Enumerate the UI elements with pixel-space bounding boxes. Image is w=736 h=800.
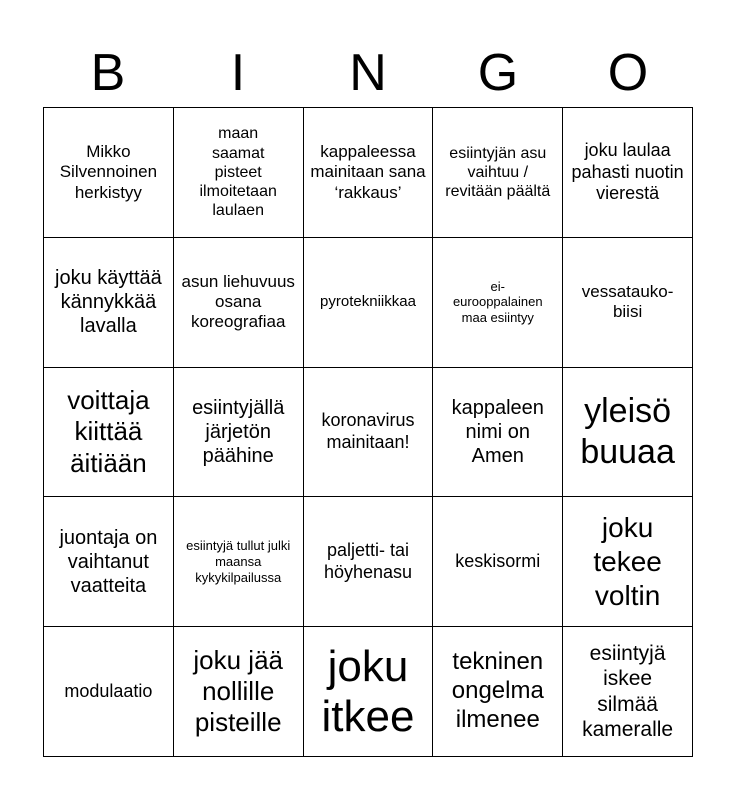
bingo-cell-r1c2[interactable] [174, 108, 304, 238]
bingo-cell-r5c5[interactable] [563, 627, 693, 757]
bingo-cell-text: esiintyjän asu vaihtuu / revitään päältä [445, 144, 551, 200]
bingo-cell-r5c4[interactable] [433, 627, 563, 757]
bingo-cell-r1c5[interactable] [563, 108, 693, 238]
bingo-cell-r2c5[interactable] [563, 238, 693, 368]
header-letter-n: N [349, 44, 387, 102]
bingo-cell-text: kappaleen nimi on Amen [451, 396, 544, 467]
bingo-cell-text: esiintyjällä järjetön päähine [192, 396, 285, 467]
bingo-cell-text: koronavirus mainitaan! [321, 410, 415, 452]
bingo-cell-text: juontaja on vaihtanut vaatteita [59, 526, 158, 597]
header-letter-o: O [607, 44, 649, 102]
bingo-cell-text: kappaleessa mainitaan sana ‘rakkaus’ [310, 141, 426, 202]
bingo-cell-r1c3[interactable] [304, 108, 434, 238]
header-letter-b: B [90, 44, 126, 102]
header-letter-i: I [230, 44, 246, 102]
bingo-cell-text: esiintyjä tullut julki maansa kykykilpailussa [186, 538, 291, 585]
bingo-cell-r3c4[interactable] [433, 368, 563, 498]
bingo-cell-r5c1[interactable] [44, 627, 174, 757]
bingo-cell-r4c1[interactable] [44, 497, 174, 627]
bingo-cell-text: keskisormi [455, 550, 541, 571]
bingo-cell-text: voittaja kiittää äitiään [67, 385, 150, 478]
bingo-cell-text: ei-eurooppalainen maa esiintyy [452, 278, 543, 325]
bingo-cell-r5c2[interactable] [174, 627, 304, 757]
bingo-cell-r3c2[interactable] [174, 368, 304, 498]
bingo-cell-r5c3[interactable] [304, 627, 434, 757]
bingo-header [43, 42, 693, 104]
bingo-cell-r3c5[interactable] [563, 368, 693, 498]
bingo-cell-text: joku itkee [321, 642, 415, 741]
bingo-cell-text: yleisö buuaa [580, 392, 675, 471]
bingo-cell-text: esiintyjä iskee silmää kameralle [582, 642, 674, 741]
header-letter-g: G [477, 44, 519, 102]
bingo-cell-text: maan saamat pisteet ilmoitetaan laulaen [199, 125, 277, 220]
bingo-cell-text: joku käyttää kännykkää lavalla [55, 267, 162, 338]
bingo-cell-text: joku jää nollille pisteille [193, 644, 283, 738]
bingo-cell-text: joku tekee voltin [593, 512, 662, 611]
bingo-cell-r2c2[interactable] [174, 238, 304, 368]
bingo-cell-text: joku laulaa pahasti nuotin vierestä [571, 140, 684, 204]
bingo-cell-text: vessatauko-biisi [581, 281, 674, 322]
bingo-cell-text: tekninen ongelma ilmenee [451, 648, 544, 733]
bingo-cell-r3c1[interactable] [44, 368, 174, 498]
bingo-cell-r1c4[interactable] [433, 108, 563, 238]
bingo-cell-text: modulaatio [64, 680, 153, 701]
bingo-cell-r4c2[interactable] [174, 497, 304, 627]
bingo-cell-r2c3[interactable] [304, 238, 434, 368]
bingo-cell-text: asun liehuvuus osana koreografiaa [181, 271, 295, 332]
bingo-cell-text: Mikko Silvennoinen herkistyy [59, 141, 158, 202]
bingo-cell-text: paljetti- tai höyhenasu [323, 540, 413, 582]
bingo-cell-r2c1[interactable] [44, 238, 174, 368]
bingo-cell-text: pyrotekniikkaa [320, 293, 416, 311]
bingo-cell-r1c1[interactable] [44, 108, 174, 238]
bingo-cell-r4c3[interactable] [304, 497, 434, 627]
bingo-cell-r4c5[interactable] [563, 497, 693, 627]
bingo-grid [43, 107, 693, 757]
bingo-cell-r2c4[interactable] [433, 238, 563, 368]
bingo-cell-r4c4[interactable] [433, 497, 563, 627]
bingo-cell-r3c3[interactable] [304, 368, 434, 498]
